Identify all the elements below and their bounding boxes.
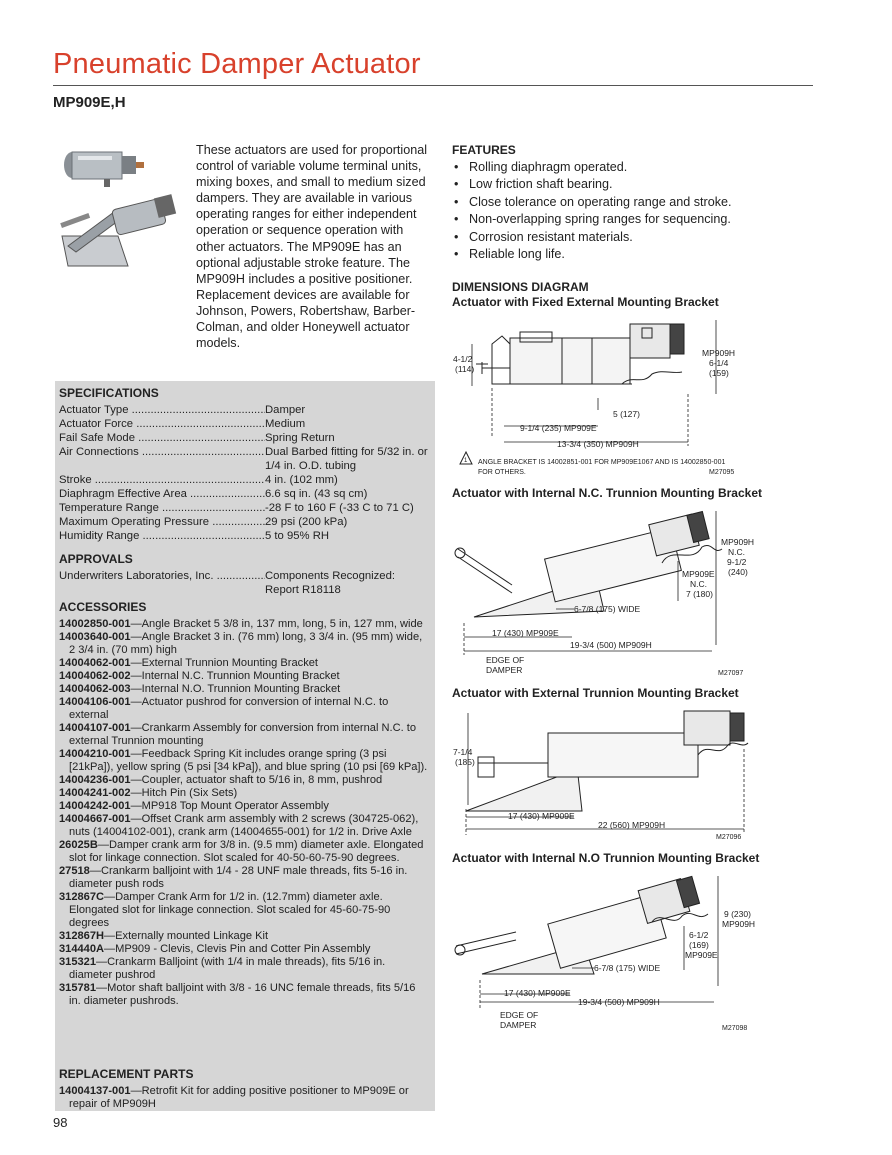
dim-width-label: 6-7/8 (175) WIDE bbox=[574, 604, 641, 614]
list-item: 14002850-001—Angle Bracket 5 3/8 in, 137 mm, long, 5 in, 127 mm, wide bbox=[59, 618, 423, 630]
feature-item: • Corrosion resistant materials. bbox=[452, 229, 832, 246]
list-item: 14004667-001—Offset Crank arm assembly with 2 screws (304725-062), nuts (14004102-001), crank arm (14004655-001) for 1/2 in. Drive Axle bbox=[59, 813, 419, 838]
warning-number: 1 bbox=[464, 458, 468, 464]
dim-width-label: 6-7/8 (175) WIDE bbox=[594, 963, 661, 973]
features-list bbox=[452, 159, 832, 263]
list-item: 14004106-001—Actuator pushrod for conversion of internal N.C. to external bbox=[59, 696, 389, 721]
edge-label: DAMPER bbox=[500, 1020, 537, 1030]
dim-label: 13-3/4 (350) MP909H bbox=[557, 439, 639, 449]
list-item: 14004137-001—Retrofit Kit for adding positive positioner to MP909E or repair of MP909H bbox=[59, 1085, 409, 1110]
list-item: 312867C—Damper Crank Arm for 1/2 in. (12.7mm) diameter axle. Elongated slot for linkage connection. Slot scaled for 45-60-75-90 degrees bbox=[59, 891, 391, 929]
diagram-fixed-external-bracket bbox=[452, 314, 752, 478]
diagram-1-title: Actuator with Fixed External Mounting Bracket bbox=[452, 295, 719, 309]
dim-label: 19-3/4 (500) MP909H bbox=[578, 997, 660, 1007]
intro-text: These actuators are used for proportional control of variable volume terminal units, mixing boxes, and small to medium sized dampers. They are available in various operating ranges for either independent operation or sequence operation with other actuators. The MP909E has an optional adjustable stroke feature. The MP909H includes a positive positioner. Replacement devices are available for Johnson, Powers, Robertshaw, Barber-Colman, and older Honeywell actuator models. bbox=[196, 143, 428, 351]
diagram-note: ANGLE BRACKET IS 14002851-001 FOR MP909E1067 AND IS 14002850-001 bbox=[478, 459, 726, 466]
list-item: 14004242-001—MP918 Top Mount Operator Assembly bbox=[59, 800, 329, 812]
feature-item: • Low friction shaft bearing. bbox=[452, 176, 832, 193]
title-divider bbox=[53, 85, 813, 86]
dim-right-label: N.C. bbox=[728, 547, 745, 557]
list-item: 27518—Crankarm balljoint with 1/4 - 28 UNF male threads, fits 5-16 in. diameter push rods bbox=[59, 865, 408, 890]
list-item: 26025B—Damper crank arm for 3/8 in. (9.5 mm) diameter axle. Elongated slot for linkage connection. Slot scaled for 40-50-60-75-90 degrees. bbox=[59, 839, 424, 864]
dim-inner-label: 7 (180) bbox=[686, 589, 713, 599]
feature-item: • Close tolerance on operating range and stroke. bbox=[452, 194, 832, 211]
dim-label: 22 (560) MP909H bbox=[598, 820, 666, 830]
replacement-list bbox=[59, 1085, 429, 1111]
page-title: Pneumatic Damper Actuator bbox=[53, 48, 421, 80]
figure-code: M27097 bbox=[718, 670, 744, 677]
list-item: 315321—Crankarm Balljoint (with 1/4 in male threads), fits 5/16 in. diameter pushrod bbox=[59, 956, 386, 981]
dim-right-label: (159) bbox=[709, 368, 729, 378]
dim-inner-label: N.C. bbox=[690, 579, 707, 589]
dim-right-label: 9 (230) bbox=[724, 909, 751, 919]
specifications-heading: SPECIFICATIONS bbox=[59, 386, 159, 400]
dim-inner-label: MP909E bbox=[682, 569, 715, 579]
dim-left-label: (114) bbox=[455, 364, 475, 374]
list-item: 312867H—Externally mounted Linkage Kit bbox=[59, 930, 269, 942]
features-section bbox=[452, 143, 832, 263]
list-item: 14004062-003—Internal N.O. Trunnion Mounting Bracket bbox=[59, 683, 341, 695]
model-heading: MP909E,H bbox=[53, 94, 126, 111]
dim-label: 17 (430) MP909E bbox=[492, 628, 559, 638]
dim-left-label: (185) bbox=[455, 757, 475, 767]
actuator-photo-bracket bbox=[60, 194, 176, 266]
dim-label: 17 (430) MP909E bbox=[504, 988, 571, 998]
product-photo bbox=[58, 148, 188, 278]
list-item: 14004236-001—Coupler, actuator shaft to 5/16 in, 8 mm, pushrod bbox=[59, 774, 383, 786]
dim-right-label: MP909H bbox=[702, 348, 736, 358]
figure-code: M27098 bbox=[722, 1025, 748, 1032]
dim-label: 5 (127) bbox=[613, 409, 640, 419]
dim-label: 9-1/4 (235) MP909E bbox=[520, 423, 597, 433]
list-item: 314440A—MP909 - Clevis, Clevis Pin and Cotter Pin Assembly bbox=[59, 943, 371, 955]
dim-left-label: 7-1/4 bbox=[453, 747, 473, 757]
features-heading: FEATURES bbox=[452, 143, 516, 157]
figure-code: M27096 bbox=[716, 834, 742, 841]
accessories-list bbox=[59, 618, 429, 1008]
diagram-internal-nc-trunnion bbox=[452, 505, 762, 683]
edge-label: EDGE OF bbox=[500, 1010, 539, 1020]
dim-left-label: 4-1/2 bbox=[453, 354, 473, 364]
specifications-panel: SPECIFICATIONS Actuator Type ..... Damper Actuator Force ..... Medium Fail Safe Mode ..... Spring Return Air Connections ..... Dual Barbed fitting for 5/32 in. or 1/4 in. O.D. tubing Stroke ..... 4 in. (102 mm) Diaphragm Effective Area ..... 6.6 sq in. (43 sq cm) Temperature Range ..... -28 F to 160 F (-33 C to 71 C) Maximum Operating Pressure ..... 29 psi (200 kPa) Humidity Range ..... 5 to 95% RH APPROVALS Underwriters Laboratories, Inc. ..... Components Recognized: Report R18118 ACCESSORIES 14002850-001—Angle Bracket 5 3/8 in, 137 mm, long, 5 in, 127 mm, wide 14003640-001—Angle Bracket 3 in. (76 mm) long, 3 3/4 in. (95 mm) wide, 2 3/4 in. (70 mm) high 14004062-001—External Trunnion Mounting Bracket 14004062-002—Internal N.C. Trunnion Mounting Bracket 14004062-003—Internal N.O. Trunnion Mounting Bracket 14004106-001—Actuator pushrod for conversion of internal N.C. to external 14004107-001—Crankarm Assembly for conversion from internal N.C. to external Trunnion mounting 14004210-001—Feedback Spring Kit includes orange spring (3 psi [21kPa]), yellow spring (5 psi [34 kPa]), and blue spring (10 psi [69 kPa]). 14004236-001—Coupler, actuator shaft to 5/16 in, 8 mm, pushrod 14004241-002—Hitch Pin (Six Sets) 14004242-001—MP918 Top Mount Operator Assembly 14004667-001—Offset Crank arm assembly with 2 screws (304725-062), nuts (14004102-001), crank arm (14004655-001) for 1/2 in. Drive Axle 26025B—Damper crank arm for 3/8 in. (9.5 mm) diameter axle. Elongated slot for linkage connection. Slot scaled for 40-50-60-75-90 degrees. 27518—Crankarm balljoint with 1/4 - 28 UNF male threads, fits 5-16 in. diameter push rods 312867C—Damper Crank Arm for 1/2 in. (12.7mm) diameter axle. Elongated slot for linkage connection. Slot scaled for 45-60-75-90 degrees 312867H—Externally mounted Linkage Kit 314440A—MP909 - Clevis, Clevis Pin and Cotter Pin Assembly 315321—Crankarm Balljoint (with 1/4 in male threads), fits 5/16 in. diameter pushrod 315781—Motor shaft balljoint with 3/8 - 16 UNC female threads, fits 5/16 in. diameter pushrods. REPLACEMENT PARTS 14004137-001—Retrofit Kit for adding positive positioner to MP909E or repair of MP909H bbox=[55, 381, 435, 1111]
diagram-external-trunnion bbox=[452, 705, 752, 845]
approvals-heading: APPROVALS bbox=[59, 552, 133, 566]
feature-item: • Rolling diaphragm operated. bbox=[452, 159, 832, 176]
figure-code: M27095 bbox=[709, 469, 735, 476]
accessories-heading: ACCESSORIES bbox=[59, 600, 147, 614]
dim-inner-label: MP909E bbox=[685, 950, 718, 960]
diagram-note: FOR OTHERS. bbox=[478, 469, 526, 476]
dim-right-label: MP909H bbox=[721, 537, 755, 547]
dim-inner-label: (169) bbox=[689, 940, 709, 950]
dimensions-heading: DIMENSIONS DIAGRAM bbox=[452, 280, 589, 294]
list-item: 14004107-001—Crankarm Assembly for conversion from internal N.C. to external Trunnion mounting bbox=[59, 722, 417, 747]
diagram-2-title: Actuator with Internal N.C. Trunnion Mounting Bracket bbox=[452, 486, 763, 500]
replacement-heading: REPLACEMENT PARTS bbox=[59, 1067, 194, 1081]
dim-label: 19-3/4 (500) MP909H bbox=[570, 640, 652, 650]
list-item: 14004062-001—External Trunnion Mounting Bracket bbox=[59, 657, 319, 669]
dim-inner-label: 6-1/2 bbox=[689, 930, 709, 940]
list-item: 14003640-001—Angle Bracket 3 in. (76 mm) long, 3 3/4 in. (95 mm) wide, 2 3/4 in. (70 mm) high bbox=[59, 631, 423, 656]
list-item: 14004062-002—Internal N.C. Trunnion Mounting Bracket bbox=[59, 670, 340, 682]
feature-item: • Non-overlapping spring ranges for sequencing. bbox=[452, 211, 832, 228]
actuator-photo-top bbox=[64, 152, 144, 187]
dim-right-label: (240) bbox=[728, 567, 748, 577]
edge-label: DAMPER bbox=[486, 665, 523, 675]
dim-right-label: 6-1/4 bbox=[709, 358, 729, 368]
list-item: 315781—Motor shaft balljoint with 3/8 - 16 UNC female threads, fits 5/16 in. diameter pushrods. bbox=[59, 982, 416, 1007]
diagram-3-title: Actuator with External Trunnion Mounting Bracket bbox=[452, 686, 739, 700]
page-number: 98 bbox=[53, 1115, 68, 1130]
feature-item: • Reliable long life. bbox=[452, 246, 832, 263]
dim-label: 17 (430) MP909E bbox=[508, 811, 575, 821]
dim-right-label: MP909H bbox=[722, 919, 756, 929]
dim-right-label: 9-1/2 bbox=[727, 557, 747, 567]
diagram-internal-no-trunnion bbox=[452, 870, 762, 1035]
list-item: 14004210-001—Feedback Spring Kit includes orange spring (3 psi [21kPa]), yellow spring (5 psi [34 kPa]), and blue spring (10 psi [69 kPa]). bbox=[59, 748, 428, 773]
edge-label: EDGE OF bbox=[486, 655, 525, 665]
list-item: 14004241-002—Hitch Pin (Six Sets) bbox=[59, 787, 238, 799]
diagram-4-title: Actuator with Internal N.O Trunnion Mounting Bracket bbox=[452, 851, 760, 865]
